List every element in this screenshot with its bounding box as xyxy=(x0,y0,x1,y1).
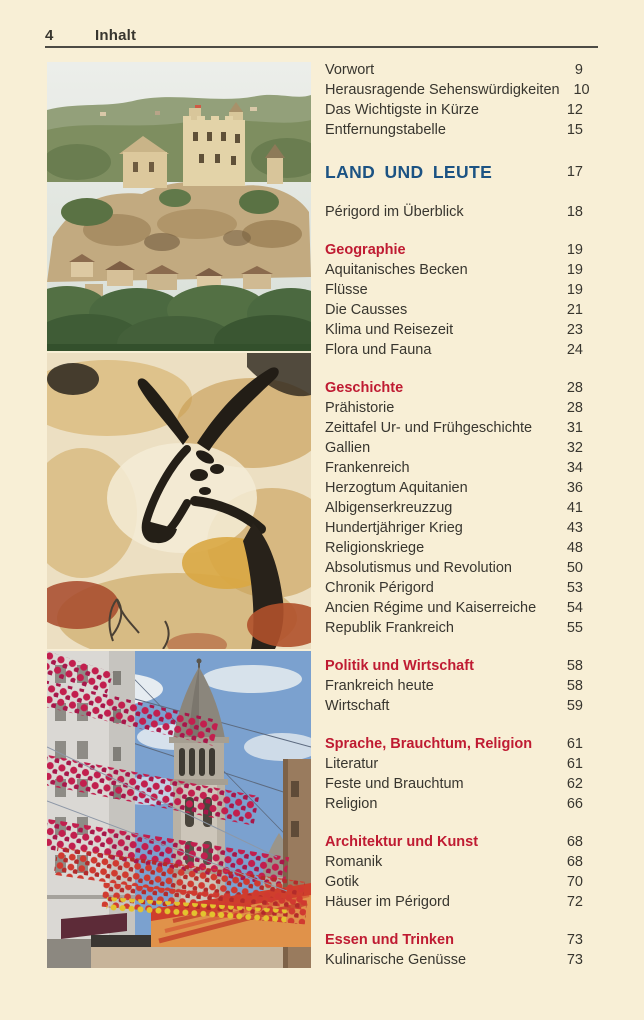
photo-street-festival xyxy=(47,651,311,968)
toc-entry-label: Literatur xyxy=(325,756,379,772)
toc-row xyxy=(325,280,583,300)
toc-entry-page: 66 xyxy=(566,796,583,812)
toc-entry-label: Flora und Fauna xyxy=(325,342,432,358)
toc-entry-page: 12 xyxy=(566,102,583,118)
toc-entry-label: Hundertjähriger Krieg xyxy=(325,520,463,536)
toc-row xyxy=(325,558,583,578)
toc-entry-page: 61 xyxy=(566,736,583,752)
toc-row xyxy=(325,676,583,696)
header-rule xyxy=(45,46,598,48)
toc-entry-page: 73 xyxy=(566,952,583,968)
toc-row xyxy=(325,160,583,184)
toc-entry-label: Kulinarische Genüsse xyxy=(325,952,467,968)
toc-entry-page: 48 xyxy=(566,540,583,556)
toc-entry-page: 73 xyxy=(566,932,583,948)
toc-row xyxy=(325,794,583,814)
toc-entry-label: Klima und Reisezeit xyxy=(325,322,454,338)
toc-entry-page: 58 xyxy=(566,658,583,674)
toc-entry-page: 41 xyxy=(566,500,583,516)
toc-entry-label: Feste und Brauchtum xyxy=(325,776,464,792)
toc-entry-page: 15 xyxy=(566,122,583,138)
toc-entry-label: Albigenserkreuzzug xyxy=(325,500,453,516)
toc-entry-label: Flüsse xyxy=(325,282,368,298)
toc-row xyxy=(325,832,583,852)
toc-entry-page: 36 xyxy=(566,480,583,496)
toc-row xyxy=(325,598,583,618)
toc xyxy=(325,60,590,970)
toc-entry-page: 18 xyxy=(566,204,583,220)
toc-entry-label: Architektur und Kunst xyxy=(325,834,479,850)
toc-entry-page: 68 xyxy=(566,854,583,870)
toc-row xyxy=(325,202,583,222)
toc-entry-page: 61 xyxy=(566,756,583,772)
toc-row xyxy=(325,892,583,912)
toc-row xyxy=(325,60,583,80)
toc-entry-page: 17 xyxy=(566,164,583,180)
toc-entry-page: 70 xyxy=(566,874,583,890)
toc-row xyxy=(325,498,583,518)
toc-row xyxy=(325,398,583,418)
toc-row xyxy=(325,80,590,100)
toc-entry-label: Politik und Wirtschaft xyxy=(325,658,474,674)
toc-entry-label: Essen und Trinken xyxy=(325,932,454,948)
toc-entry-page: 59 xyxy=(566,698,583,714)
toc-row xyxy=(325,872,583,892)
toc-entry-page: 43 xyxy=(566,520,583,536)
toc-entry-label: Absolutismus und Revolution xyxy=(325,560,512,576)
photo-castle xyxy=(47,62,311,351)
toc-entry-page: 28 xyxy=(566,400,583,416)
toc-entry-label: Frankreich heute xyxy=(325,678,434,694)
toc-entry-page: 31 xyxy=(566,420,583,436)
toc-entry-page: 10 xyxy=(573,82,590,98)
toc-entry-page: 68 xyxy=(566,834,583,850)
toc-row xyxy=(325,260,583,280)
toc-row xyxy=(325,852,583,872)
toc-row xyxy=(325,518,583,538)
toc-row xyxy=(325,754,583,774)
toc-entry-page: 21 xyxy=(566,302,583,318)
page-number: 4 xyxy=(45,27,54,44)
toc-entry-page: 34 xyxy=(566,460,583,476)
toc-entry-page: 19 xyxy=(566,262,583,278)
toc-entry-label: Religion xyxy=(325,796,378,812)
toc-entry-page: 19 xyxy=(566,282,583,298)
toc-row xyxy=(325,538,583,558)
toc-row xyxy=(325,774,583,794)
toc-entry-label: Gallien xyxy=(325,440,371,456)
toc-entry-page: 32 xyxy=(566,440,583,456)
toc-row xyxy=(325,320,583,340)
toc-entry-label: Häuser im Périgord xyxy=(325,894,450,910)
toc-row xyxy=(325,618,583,638)
toc-row xyxy=(325,438,583,458)
toc-entry-page: 58 xyxy=(566,678,583,694)
toc-entry-page: 28 xyxy=(566,380,583,396)
toc-entry-page: 9 xyxy=(574,62,583,78)
photo-cave-painting xyxy=(47,353,311,649)
toc-entry-page: 62 xyxy=(566,776,583,792)
toc-entry-page: 19 xyxy=(566,242,583,258)
toc-entry-page: 53 xyxy=(566,580,583,596)
toc-entry-page: 72 xyxy=(566,894,583,910)
toc-entry-label: Zeittafel Ur- und Frühgeschichte xyxy=(325,420,533,436)
toc-entry-label: Périgord im Überblick xyxy=(325,204,464,220)
toc-row xyxy=(325,300,583,320)
toc-row xyxy=(325,100,583,120)
toc-row xyxy=(325,240,583,260)
toc-entry-label: Sprache, Brauchtum, Religion xyxy=(325,736,533,752)
toc-row xyxy=(325,378,583,398)
toc-entry-page: 24 xyxy=(566,342,583,358)
toc-entry-label: Aquitanisches Becken xyxy=(325,262,468,278)
toc-row xyxy=(325,120,583,140)
toc-entry-label: Die Causses xyxy=(325,302,408,318)
toc-row xyxy=(325,950,583,970)
toc-row xyxy=(325,578,583,598)
toc-entry-page: 50 xyxy=(566,560,583,576)
toc-entry-label: Romanik xyxy=(325,854,383,870)
toc-entry-label: Religionskriege xyxy=(325,540,425,556)
toc-row xyxy=(325,458,583,478)
page-title: Inhalt xyxy=(95,27,137,44)
toc-entry-label: LAND UND LEUTE xyxy=(325,161,493,182)
toc-entry-label: Chronik Périgord xyxy=(325,580,434,596)
toc-entry-label: Entfernungstabelle xyxy=(325,122,446,138)
toc-row xyxy=(325,734,583,754)
toc-entry-label: Geographie xyxy=(325,242,406,258)
toc-entry-label: Herausragende Sehenswürdigkeiten xyxy=(325,82,560,98)
toc-row xyxy=(325,930,583,950)
toc-entry-label: Vorwort xyxy=(325,62,375,78)
toc-row xyxy=(325,478,583,498)
toc-row xyxy=(325,340,583,360)
toc-entry-label: Prähistorie xyxy=(325,400,395,416)
toc-entry-label: Wirtschaft xyxy=(325,698,390,714)
toc-entry-label: Herzogtum Aquitanien xyxy=(325,480,468,496)
toc-row xyxy=(325,696,583,716)
toc-entry-page: 55 xyxy=(566,620,583,636)
photo-column xyxy=(47,62,311,968)
toc-entry-label: Frankenreich xyxy=(325,460,410,476)
toc-entry-label: Republik Frankreich xyxy=(325,620,454,636)
toc-entry-label: Ancien Régime und Kaiserreiche xyxy=(325,600,537,616)
toc-entry-label: Geschichte xyxy=(325,380,404,396)
toc-entry-label: Gotik xyxy=(325,874,359,890)
toc-entry-page: 54 xyxy=(566,600,583,616)
toc-row xyxy=(325,656,583,676)
toc-entry-label: Das Wichtigste in Kürze xyxy=(325,102,479,118)
toc-row xyxy=(325,418,583,438)
toc-entry-page: 23 xyxy=(566,322,583,338)
